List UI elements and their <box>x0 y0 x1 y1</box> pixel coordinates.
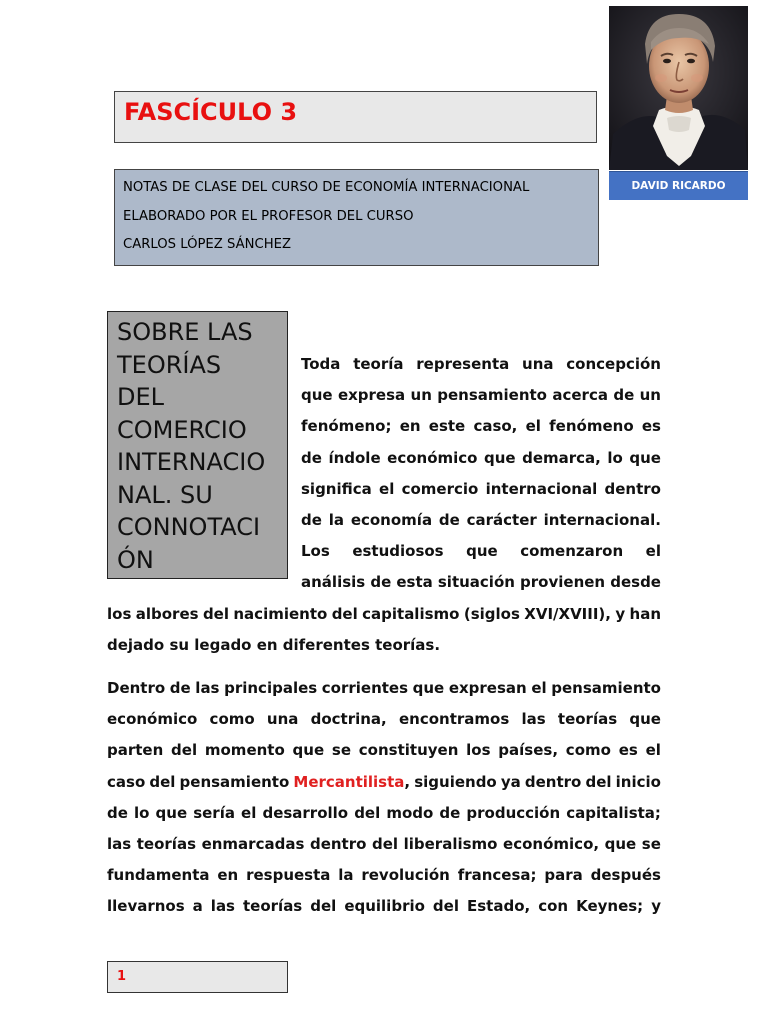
word: el <box>525 417 541 436</box>
word: esta <box>396 573 433 592</box>
paragraph-line <box>107 829 661 860</box>
word: en <box>217 866 239 885</box>
word: parten <box>107 741 164 760</box>
notes-line-author-role: ELABORADO POR EL PROFESOR DEL CURSO <box>123 208 414 224</box>
word: economía <box>350 510 433 529</box>
paragraph-line <box>107 704 661 735</box>
word: una <box>522 355 554 373</box>
word: económico, <box>503 834 600 853</box>
word: desarrollo <box>262 803 349 822</box>
word: es <box>618 741 638 760</box>
word: se <box>331 741 352 760</box>
word: las <box>195 679 220 697</box>
word: caso <box>107 772 146 791</box>
word: teorías <box>557 710 618 729</box>
word: Estado, <box>466 897 531 916</box>
word: como <box>565 741 611 760</box>
page-number-box <box>107 961 288 993</box>
word: caso, <box>473 417 518 436</box>
paragraph-line <box>107 599 661 630</box>
notes-line-author-name: CARLOS LÓPEZ SÁNCHEZ <box>123 237 291 252</box>
word: las <box>521 710 546 729</box>
word: que <box>292 741 325 760</box>
word: y <box>651 897 661 916</box>
paragraph-1-column <box>301 349 661 599</box>
word: la <box>328 510 344 529</box>
word: teorías <box>243 897 303 916</box>
word: fenómeno <box>549 417 634 436</box>
word: de <box>613 386 635 405</box>
word: a <box>192 897 203 916</box>
word: enmarcadas <box>201 834 305 853</box>
paragraph-1-continuation <box>107 599 661 661</box>
word: lo <box>607 448 623 467</box>
word: las <box>210 897 235 916</box>
paragraph-line <box>301 536 661 567</box>
word: ya <box>500 772 521 791</box>
word: corrientes <box>321 679 409 697</box>
word: países, <box>498 741 559 760</box>
section-heading-line: DEL <box>117 383 165 411</box>
mercantilista-word: Mercantilista, <box>293 772 411 791</box>
word: y <box>615 605 626 623</box>
word: (siglos <box>463 605 520 623</box>
section-heading-box <box>107 311 288 579</box>
word: este <box>428 417 466 436</box>
fasciculo-title: FASCÍCULO 3 <box>124 98 298 126</box>
word: de <box>438 510 460 529</box>
word: internacional <box>485 479 598 498</box>
word: lo <box>134 803 150 822</box>
word: expresan <box>448 679 527 697</box>
word: con <box>538 897 569 916</box>
word: Keynes; <box>576 897 644 916</box>
david-ricardo-portrait <box>609 6 748 170</box>
paragraph-line <box>107 891 661 922</box>
word: que <box>629 448 661 467</box>
word: de <box>301 448 322 467</box>
word: el <box>645 542 661 561</box>
word: carácter <box>466 510 537 529</box>
word: que <box>629 710 661 729</box>
word: fenómeno; <box>301 417 392 436</box>
word: que <box>483 448 516 467</box>
word: del <box>310 897 337 916</box>
word: de <box>169 679 191 697</box>
word: de <box>301 510 322 529</box>
word: del <box>331 605 358 623</box>
word: del <box>371 834 399 853</box>
word: constituyen <box>358 741 459 760</box>
word: el <box>645 741 661 760</box>
word: concepción <box>566 355 661 373</box>
word: estudiosos <box>352 542 444 561</box>
word: Los <box>301 542 330 561</box>
word: expresa <box>337 386 406 405</box>
paragraph-2 <box>107 673 661 923</box>
word: dentro <box>604 479 661 498</box>
word: comenzaron <box>520 542 624 561</box>
word: análisis <box>301 573 366 592</box>
word: un <box>639 386 661 405</box>
word: es <box>641 417 661 436</box>
word: momento <box>204 741 285 760</box>
word: comercio <box>401 479 479 498</box>
word: acerca <box>552 386 608 405</box>
word: un <box>410 386 432 405</box>
word: pensamiento <box>437 386 547 405</box>
word: situación <box>437 573 515 592</box>
portrait-image <box>609 6 748 170</box>
word: una <box>266 710 299 729</box>
word: albores <box>135 605 199 623</box>
word: del <box>585 772 612 791</box>
word: francesa; <box>457 866 537 885</box>
word: Dentro <box>107 679 166 697</box>
word: las <box>107 834 132 853</box>
word: liberalismo <box>403 834 498 853</box>
section-heading-line: INTERNACIO <box>117 448 266 476</box>
word: económico <box>387 448 478 467</box>
paragraph-line <box>107 673 661 704</box>
word: capitalismo <box>362 605 460 623</box>
paragraph-line <box>107 860 661 891</box>
word: sería <box>193 803 235 822</box>
section-heading-line: CONNOTACI <box>117 513 261 541</box>
word: de <box>439 803 461 822</box>
word: llevarnos <box>107 897 185 916</box>
word: fundamenta <box>107 866 210 885</box>
word: equilibrio <box>344 897 425 916</box>
paragraph-line <box>301 380 661 411</box>
word: del <box>171 741 198 760</box>
word: respuesta <box>246 866 331 885</box>
notes-line-course: NOTAS DE CLASE DEL CURSO DE ECONOMÍA INTERNACIONAL <box>123 180 530 195</box>
word: dentro <box>309 834 367 853</box>
paragraph-line <box>107 798 661 829</box>
word: desde <box>610 573 661 592</box>
paragraph-line <box>301 474 661 505</box>
portrait-caption: DAVID RICARDO <box>609 171 748 200</box>
word: XVI/XVIII), <box>524 605 611 623</box>
word: principales <box>224 679 318 697</box>
word: que <box>412 679 445 697</box>
word: producción <box>466 803 561 822</box>
paragraph-line <box>301 505 661 536</box>
word: capitalista; <box>566 803 661 822</box>
word: para <box>544 866 583 885</box>
word: inicio <box>615 772 661 791</box>
word: que <box>155 803 188 822</box>
word: significa <box>301 479 372 498</box>
word: la <box>338 866 354 885</box>
course-notes-box <box>114 169 599 266</box>
word: del <box>354 803 381 822</box>
word: siguiendo <box>414 772 497 791</box>
paragraph-line <box>107 735 661 766</box>
section-heading-line: COMERCIO <box>117 415 247 444</box>
word: de <box>370 573 392 592</box>
word: provienen <box>520 573 606 592</box>
word: de <box>107 803 128 822</box>
word: pensamiento <box>551 679 661 697</box>
word: económico <box>107 710 198 729</box>
word: representa <box>416 355 510 373</box>
section-heading-line: NAL. SU <box>117 480 213 509</box>
mercantilista-highlight: Mercantilista <box>293 772 405 791</box>
paragraph-line <box>301 411 661 442</box>
title-box <box>114 91 597 143</box>
paragraph-line <box>301 349 661 380</box>
page-number: 1 <box>117 969 127 984</box>
word: el <box>379 479 395 498</box>
section-heading-line: TEORÍAS <box>117 350 222 379</box>
word: Toda <box>301 355 341 373</box>
word: han <box>629 605 661 623</box>
word: como <box>209 710 255 729</box>
word: revolución <box>361 866 450 885</box>
section-heading-line: SOBRE LAS <box>117 318 253 346</box>
word: doctrina, <box>310 710 387 729</box>
word: pensamiento <box>179 772 290 791</box>
word: los <box>107 605 132 623</box>
word: del <box>202 605 229 623</box>
word: teoría <box>353 355 404 373</box>
word: internacional. <box>543 510 661 529</box>
word: que <box>604 834 637 853</box>
word: nacimiento <box>233 605 328 623</box>
word: el <box>241 803 257 822</box>
word: encontramos <box>398 710 510 729</box>
word: que <box>466 542 498 561</box>
word: se <box>641 834 661 853</box>
paragraph-line: dejado su legado en diferentes teorías. <box>107 636 441 655</box>
word: del <box>149 772 176 791</box>
word: modo <box>386 803 434 822</box>
section-heading-line: ÓN <box>117 545 154 574</box>
word: teorías <box>136 834 197 853</box>
paragraph-line-mercantilista <box>107 767 661 798</box>
paragraph-line <box>301 443 661 474</box>
word: en <box>399 417 421 436</box>
word: del <box>432 897 459 916</box>
word: que <box>301 386 333 405</box>
word: demarca, <box>522 448 601 467</box>
word: dentro <box>524 772 582 791</box>
paragraph-line <box>301 567 661 598</box>
word: el <box>531 679 547 697</box>
word: índole <box>328 448 381 467</box>
word: después <box>590 866 661 885</box>
word: los <box>466 741 491 760</box>
